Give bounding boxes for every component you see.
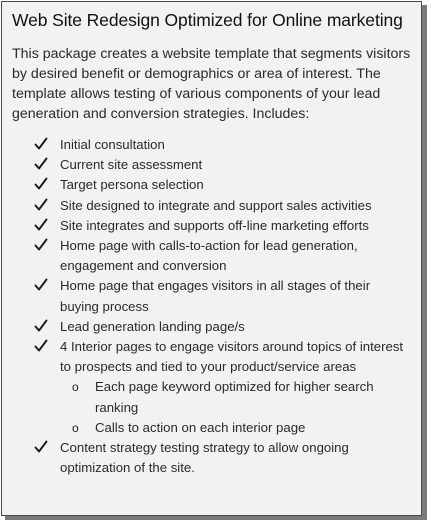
list-item-text: 4 Interior pages to engage visitors around topics of interest to prospects and tied to your product/service areas — [60, 339, 404, 375]
checkmark-icon — [34, 278, 48, 292]
package-box — [1, 1, 422, 516]
checkmark-icon — [34, 198, 48, 212]
sub-list-item — [12, 377, 411, 417]
list-item — [12, 337, 411, 438]
circle-bullet-icon: o — [72, 420, 79, 435]
checkmark-icon — [34, 339, 48, 353]
checkmark-icon — [34, 137, 48, 151]
list-item — [12, 216, 411, 236]
list-item-text: Home page with calls-to-action for lead generation, engagement and conversion — [60, 238, 358, 274]
checkmark-icon — [34, 319, 48, 333]
list-item-text: Site integrates and supports off-line marketing efforts — [60, 217, 369, 233]
checkmark-icon — [34, 157, 48, 171]
list-item-text: Content strategy testing strategy to allow ongoing optimization of the site. — [60, 440, 349, 476]
list-item — [12, 236, 411, 276]
included-items-list — [12, 135, 411, 478]
list-item — [12, 155, 411, 175]
checkmark-icon — [34, 218, 48, 232]
list-item — [12, 175, 411, 195]
checkmark-icon — [34, 238, 48, 252]
list-item-text: Current site assessment — [60, 157, 203, 173]
sub-list-item-text: Calls to action on each interior page — [95, 419, 306, 435]
list-item — [12, 276, 411, 316]
list-item-text: Lead generation landing page/s — [60, 318, 245, 334]
list-item — [12, 135, 411, 155]
list-item — [12, 196, 411, 216]
list-item — [12, 317, 411, 337]
list-item-text: Target persona selection — [60, 177, 204, 193]
sub-list-item — [12, 418, 411, 438]
list-item-text: Site designed to integrate and support sales activities — [60, 197, 372, 213]
sub-list — [60, 377, 411, 438]
circle-bullet-icon: o — [72, 380, 79, 395]
list-item-text: Home page that engages visitors in all stages of their buying process — [60, 278, 371, 314]
sub-list-item-text: Each page keyword optimized for higher search ranking — [95, 379, 374, 415]
list-item — [12, 438, 411, 478]
package-title: Web Site Redesign Optimized for Online marketing — [12, 10, 403, 30]
package-description: This package creates a website template that segments visitors by desired benefit or demographics or area of interest. The template allows testing of various components of your lead generation and conversion strategies. Includes: — [12, 46, 411, 122]
checkmark-icon — [34, 440, 48, 454]
checkmark-icon — [34, 177, 48, 191]
list-item-text: Initial consultation — [60, 137, 165, 152]
